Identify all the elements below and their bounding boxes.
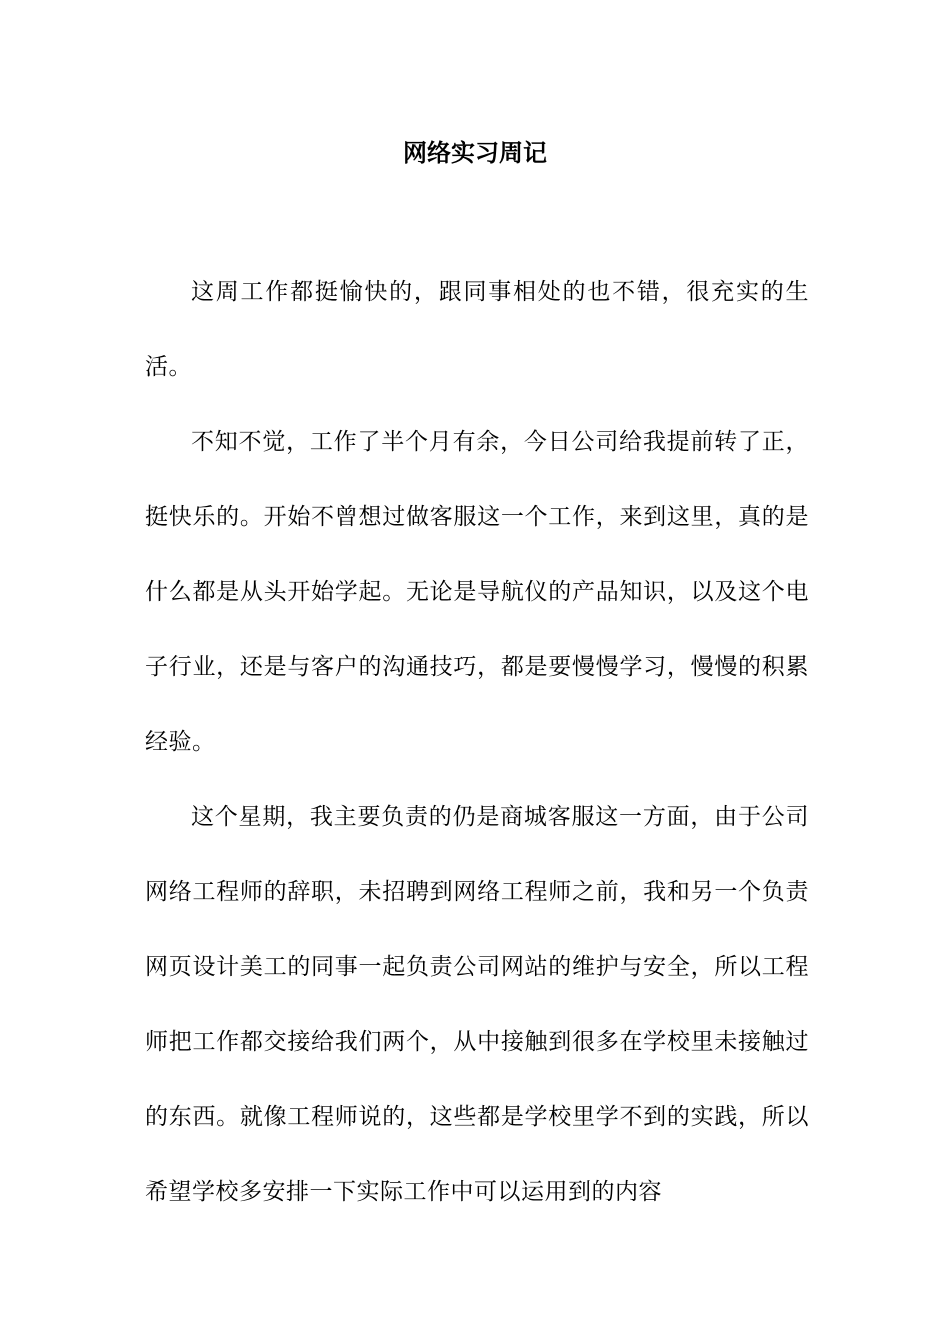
document-body	[145, 255, 809, 1230]
document-title: 网络实习周记	[403, 138, 547, 167]
paragraph-1: 这周工作都挺愉快的，跟同事相处的也不错，很充实的生活。	[145, 279, 809, 380]
paragraph-3: 这个星期，我主要负责的仍是商城客服这一方面，由于公司网络工程师的辞职，未招聘到网络工程师之前，我和另一个负责网页设计美工的同事一起负责公司网站的维护与安全，所以工程师把工作都交接给我们两个，从中接触到很多在学校里未接触过的东西。就像工程师说的，这些都是学校里学不到的实践，所以希望学校多安排一下实际工作中可以运用到的内容	[145, 804, 809, 1205]
paragraph-2: 不知不觉，工作了半个月有余，今日公司给我提前转了正，挺快乐的。开始不曾想过做客服这一个工作，来到这里，真的是什么都是从头开始学起。无论是导航仪的产品知识，以及这个电子行业，还是与客户的沟通技巧，都是要慢慢学习，慢慢的积累经验。	[145, 429, 809, 755]
